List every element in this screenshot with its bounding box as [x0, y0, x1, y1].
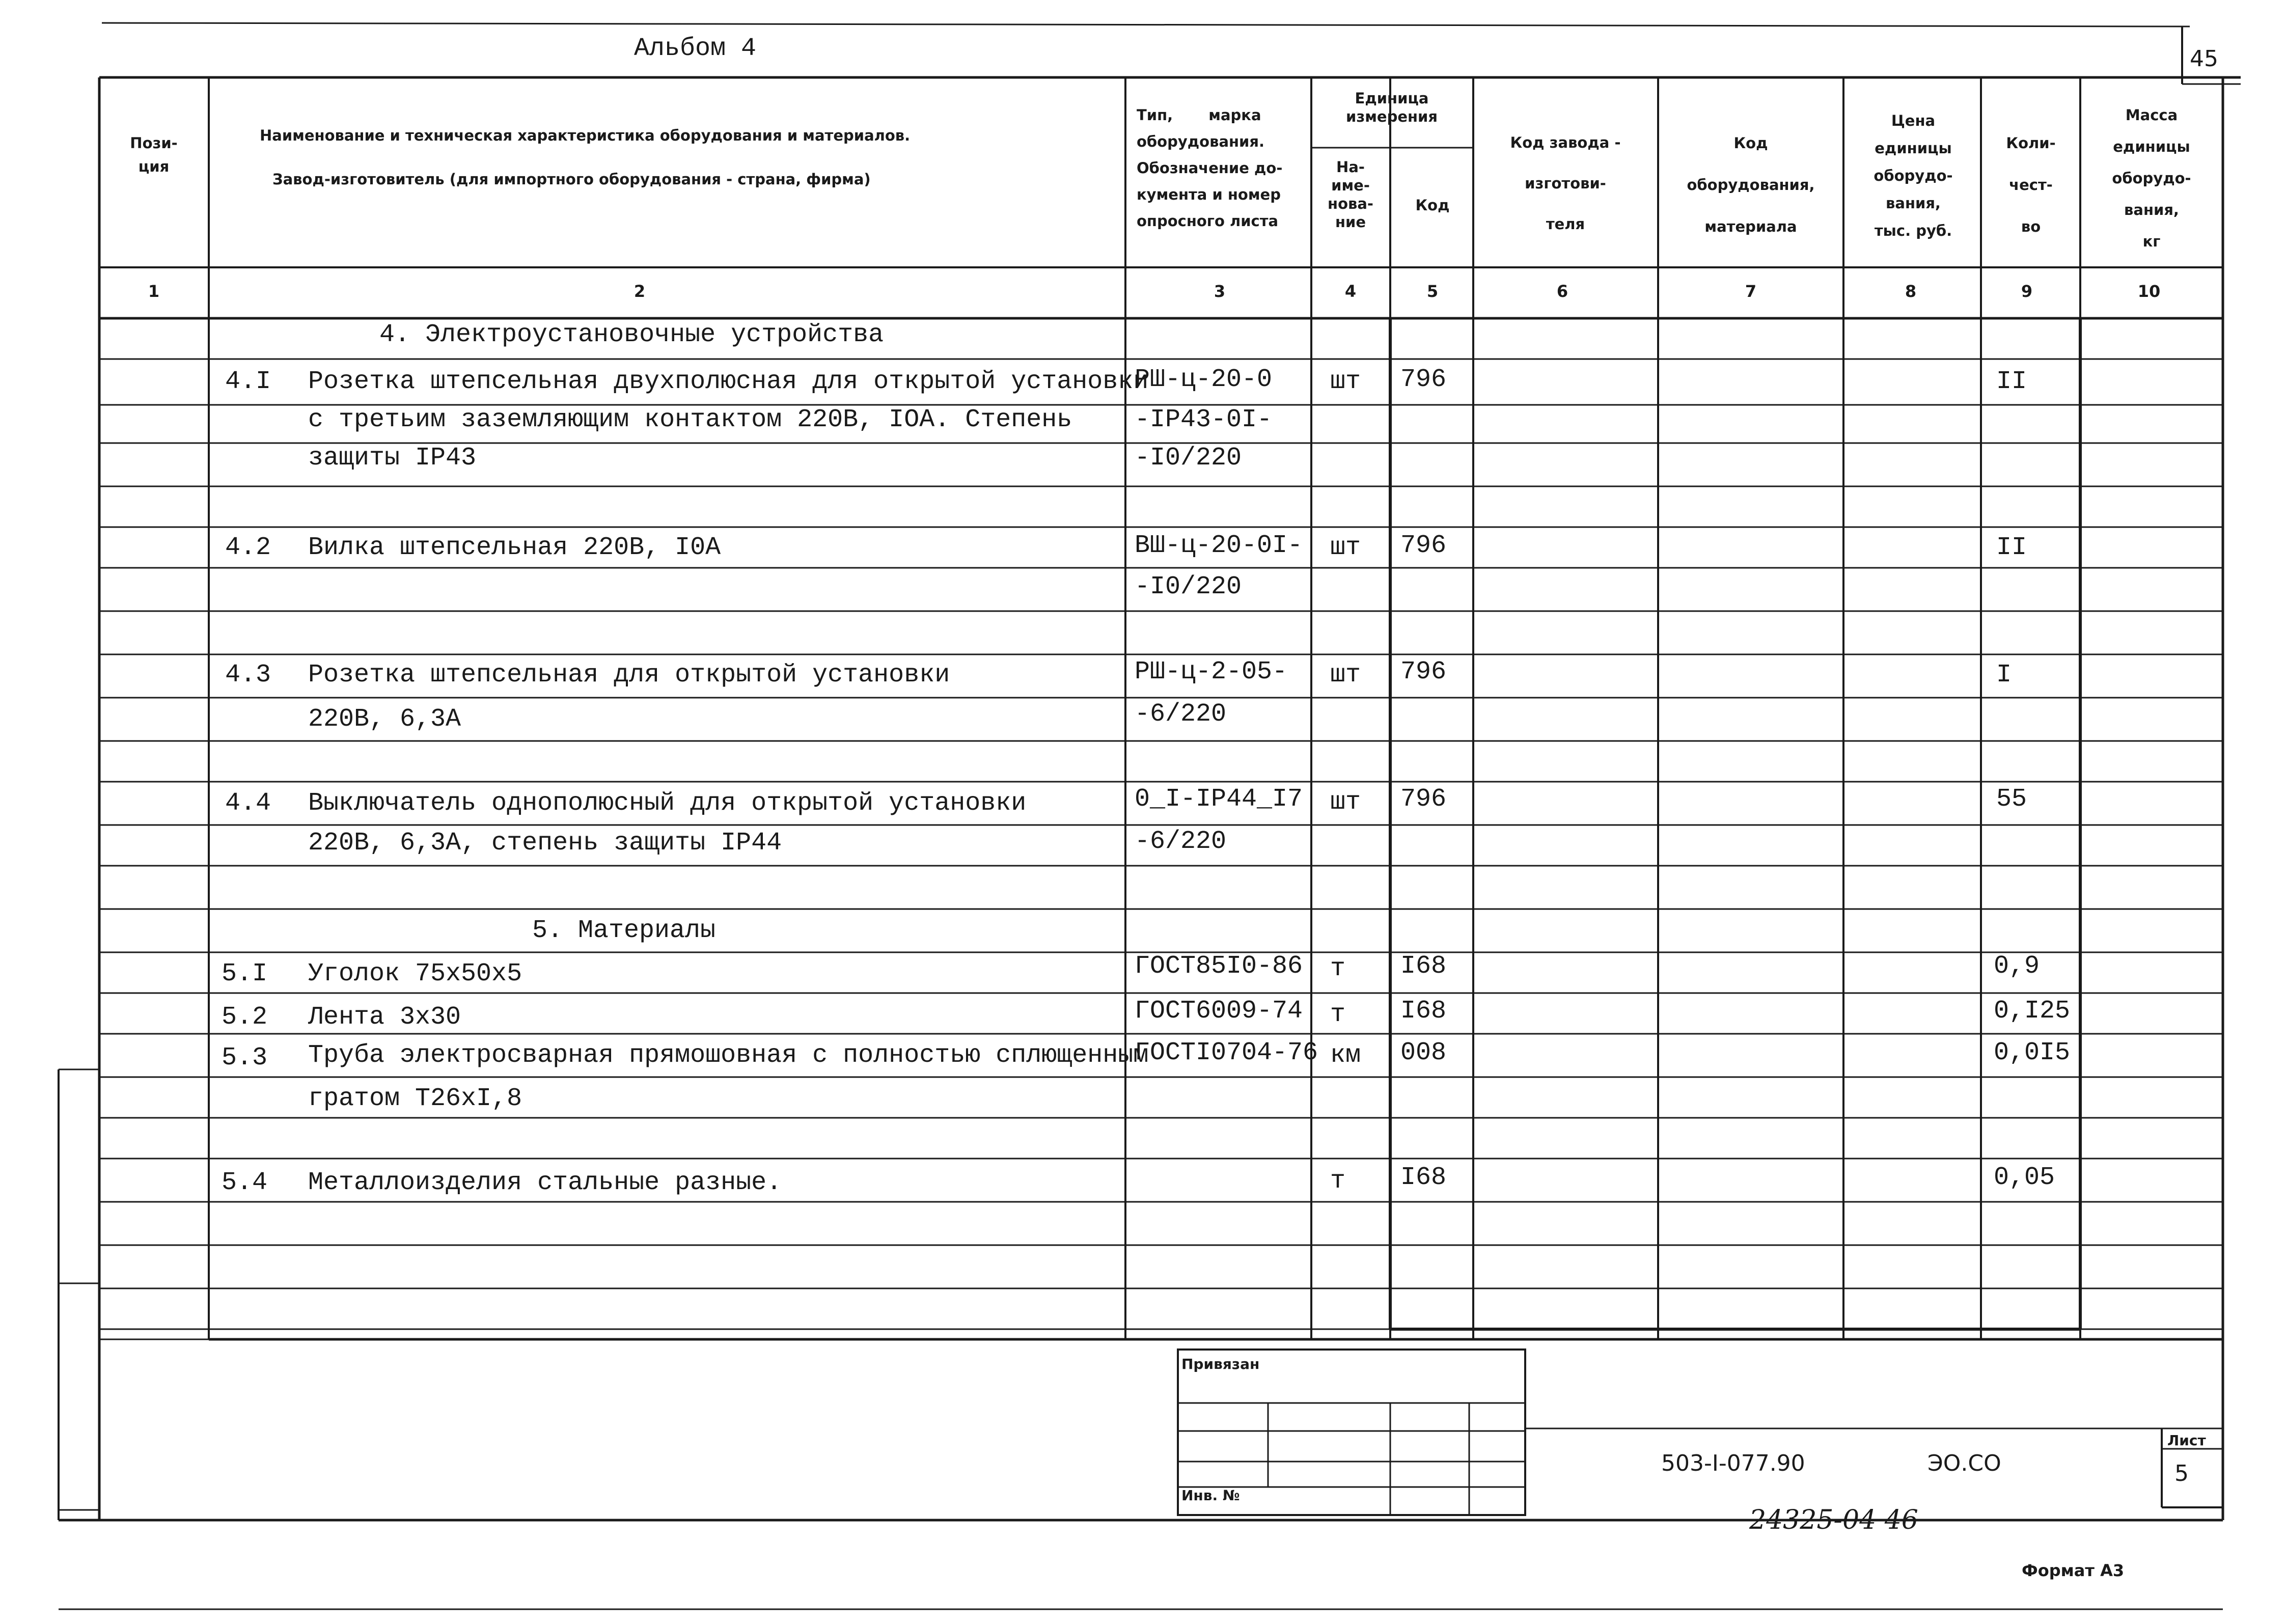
- row-position: 5.4: [222, 1168, 268, 1197]
- row-unit: км: [1330, 1041, 1361, 1070]
- col-number: 1: [148, 282, 160, 301]
- row-unit: т: [1330, 954, 1346, 983]
- col-number: 6: [1556, 282, 1568, 301]
- row-code: 796: [1400, 785, 1447, 814]
- row-name: Труба электросварная прямошовная с полностью сплющенным: [308, 1041, 1149, 1070]
- header-col-units: Единица измерения: [1346, 90, 1438, 125]
- col-number: 3: [1214, 282, 1226, 301]
- row-unit: т: [1330, 1000, 1346, 1029]
- row-code: 008: [1400, 1038, 1447, 1067]
- col-number: 4: [1344, 282, 1357, 301]
- row-qty: 0,9: [1994, 952, 2040, 981]
- header-col-5: Код: [1415, 197, 1450, 214]
- row-position: 5.I: [222, 959, 268, 988]
- row-type: ВШ-ц-20-0I-: [1135, 531, 1303, 560]
- section-heading: 5. Материалы: [532, 916, 716, 945]
- paper-format: Формат А3: [2022, 1561, 2125, 1580]
- row-code: 796: [1400, 657, 1447, 686]
- header-col-3: Тип, марка оборудования. Обозначение до- кумента и номер опросного листа: [1137, 106, 1283, 230]
- row-type: -I0/220: [1135, 444, 1242, 473]
- row-type: -IР43-0I-: [1135, 405, 1273, 434]
- document-code: 503-I-077.90: [1661, 1450, 1805, 1476]
- sheet-number: 5: [2174, 1461, 2189, 1487]
- row-name: Лента 3х30: [308, 1003, 461, 1032]
- row-position: 4.3: [225, 660, 271, 690]
- stamp-privyazan: Привязан: [1181, 1356, 1260, 1372]
- row-type: РШ-ц-20-0: [1135, 365, 1273, 394]
- row-type: ГОСТI0704-76: [1135, 1038, 1318, 1067]
- row-code: I68: [1400, 1163, 1447, 1192]
- row-name: Вилка штепсельная 220В, I0А: [308, 533, 721, 562]
- row-type: -6/220: [1135, 700, 1227, 729]
- header-col-10: Масса единицы оборудо- вания, кг: [2112, 106, 2191, 250]
- row-name: 220В, 6,3А: [308, 705, 461, 734]
- row-unit: шт: [1330, 788, 1361, 817]
- row-position: 5.2: [222, 1003, 268, 1032]
- col-number: 5: [1426, 282, 1439, 301]
- section-heading: 4. Электроустановочные устройства: [379, 320, 884, 349]
- row-type: -I0/220: [1135, 572, 1242, 601]
- row-unit: т: [1330, 1167, 1346, 1196]
- row-name: Розетка штепсельная для открытой установки: [308, 660, 950, 690]
- row-type: 0_I-IР44_I7: [1135, 785, 1303, 814]
- row-qty: II: [1996, 367, 2027, 396]
- col-number: 7: [1745, 282, 1757, 301]
- col-number: 9: [2021, 282, 2033, 301]
- row-position: 4.2: [225, 533, 271, 562]
- row-qty: 0,I25: [1994, 997, 2071, 1026]
- row-unit: шт: [1330, 367, 1361, 396]
- row-unit: шт: [1330, 660, 1361, 690]
- col-number: 2: [634, 282, 646, 301]
- header-col-7: Код оборудования, материала: [1687, 134, 1815, 235]
- row-name: 220В, 6,3А, степень защиты IР44: [308, 829, 782, 858]
- row-unit: шт: [1330, 533, 1361, 562]
- row-type: ГОСТ85I0-86: [1135, 952, 1303, 981]
- row-code: I68: [1400, 997, 1447, 1026]
- header-col-2: Наименование и техническая характеристика оборудования и материалов. Завод-изготовитель (для импортного оборудования - страна, фирма): [260, 127, 911, 188]
- header-col-6: Код завода - изготови- теля: [1510, 134, 1621, 233]
- row-qty: I: [1996, 660, 2012, 690]
- row-qty: 55: [1996, 785, 2027, 814]
- top-edge-line: [102, 23, 2190, 26]
- header-col-4: На- име- нова- ние: [1328, 158, 1373, 231]
- col-number: 10: [2137, 282, 2161, 301]
- row-position: 5.3: [222, 1043, 268, 1072]
- row-code: 796: [1400, 531, 1447, 560]
- row-type: -6/220: [1135, 827, 1227, 856]
- row-type: РШ-ц-2-05-: [1135, 657, 1288, 686]
- row-position: 4.4: [225, 789, 271, 818]
- page-number: 45: [2190, 46, 2218, 72]
- album-title: Альбом 4: [634, 34, 757, 63]
- row-name: Металлоизделия стальные разные.: [308, 1168, 782, 1197]
- header-col-9: Коли- чест- во: [2006, 134, 2056, 235]
- row-position: 4.I: [225, 367, 271, 396]
- row-qty: 0,0I5: [1994, 1038, 2071, 1067]
- stamp-inv-number: Инв. №: [1181, 1487, 1240, 1504]
- col-number: 8: [1905, 282, 1917, 301]
- row-name: Уголок 75х50х5: [308, 959, 522, 988]
- row-qty: 0,05: [1994, 1163, 2055, 1192]
- row-name: с третьим заземляющим контактом 220В, IOA. Степень: [308, 405, 1072, 434]
- row-name: Розетка штепсельная двухполюсная для открытой установки: [308, 367, 1149, 396]
- row-name: защиты IР43: [308, 444, 477, 473]
- document-section: ЭО.СО: [1927, 1450, 2001, 1476]
- row-name: Выключатель однополюсный для открытой установки: [308, 789, 1027, 818]
- row-code: I68: [1400, 952, 1447, 981]
- sheet-label: Лист: [2167, 1432, 2206, 1449]
- row-code: 796: [1400, 365, 1447, 394]
- row-name: гратом Т26хI,8: [308, 1084, 522, 1113]
- header-col-1: Пози- ция: [130, 134, 178, 175]
- row-type: ГОСТ6009-74: [1135, 997, 1303, 1026]
- archive-number: 24325-04 46: [1749, 1505, 1918, 1535]
- row-qty: II: [1996, 533, 2027, 562]
- header-col-8: Цена единицы оборудо- вания, тыс. руб.: [1874, 112, 1953, 239]
